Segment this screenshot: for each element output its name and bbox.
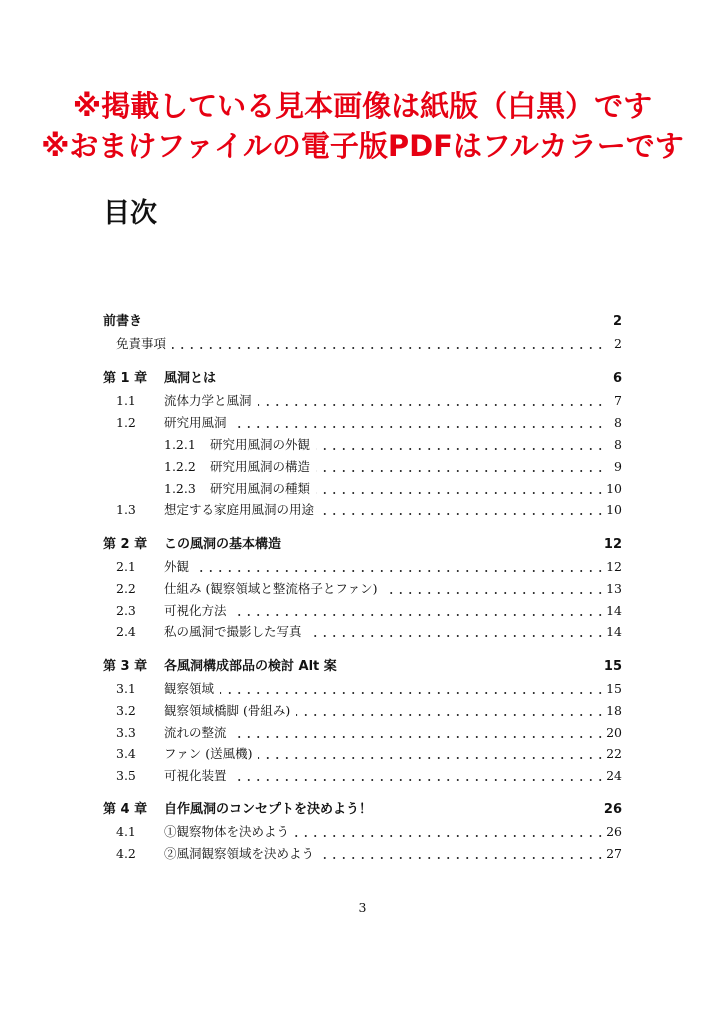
toc-entry-page: 10 — [606, 481, 622, 496]
toc-entry[interactable] — [0, 557, 725, 577]
sample-notice-line-2: ※おまけファイルの電子版PDFはフルカラーです — [41, 129, 684, 163]
toc-leader-dots — [296, 714, 605, 716]
toc-subentry[interactable] — [0, 435, 725, 455]
toc-entry-number: 1.1 — [116, 393, 136, 408]
toc-entry-number: 3.2 — [116, 703, 136, 718]
toc-entry-page: 14 — [606, 603, 622, 618]
toc-leader-dots — [220, 692, 605, 694]
toc-entry-title: 研究用風洞の構造 — [210, 459, 311, 474]
page-number: 3 — [358, 900, 367, 915]
toc-entry-page: 13 — [606, 581, 622, 596]
toc-entry-title: 可視化方法 — [164, 603, 227, 618]
toc-entry-number: 1.3 — [116, 502, 136, 517]
toc-entry-title: ①観察物体を決めよう — [164, 824, 290, 839]
toc-entry-page: 15 — [606, 681, 622, 696]
toc-entry-title: 流れの整流 — [164, 725, 227, 740]
toc-leader-dots — [383, 592, 605, 594]
toc-leader-dots — [258, 404, 605, 406]
toc-entry-number: 1.2.3 — [164, 481, 196, 496]
toc-entry-title: 仕組み (観察領域と整流格子とファン) — [164, 581, 378, 596]
toc-chapter-2[interactable] — [0, 535, 725, 555]
toc-entry-number: 1.2.2 — [164, 459, 196, 474]
toc-entry-title: 観察領域橋脚 (骨組み) — [164, 703, 291, 718]
toc-foreword-title: 前書き — [103, 314, 143, 329]
toc-leader-dots — [316, 448, 605, 450]
toc-chapter-page: 26 — [603, 802, 622, 817]
toc-entry-title: 外観 — [164, 559, 190, 574]
toc-entry[interactable] — [0, 601, 725, 621]
toc-entry-title: 私の風洞で撮影した写真 — [164, 624, 302, 639]
toc-entry-number: 1.2 — [116, 415, 136, 430]
toc-leader-dots — [195, 570, 605, 572]
toc-leader-dots — [258, 757, 605, 759]
toc-leader-dots — [316, 470, 605, 472]
toc-entry-number: 3.1 — [116, 681, 136, 696]
toc-chapter-label: 第 3 章 — [103, 659, 148, 674]
toc-entry-page: 10 — [606, 502, 622, 517]
toc-chapter-label: 第 1 章 — [103, 371, 148, 386]
toc-leader-dots — [172, 347, 605, 349]
toc-entry-page: 26 — [606, 824, 622, 839]
toc-entry[interactable] — [0, 413, 725, 433]
toc-entry[interactable] — [0, 334, 725, 354]
toc-entry-number: 4.1 — [116, 824, 136, 839]
toc-leader-dots — [320, 857, 605, 859]
toc-entry-page: 2 — [614, 336, 622, 351]
toc-entry-number: 3.3 — [116, 725, 136, 740]
toc-entry-number: 2.4 — [116, 624, 136, 639]
toc-entry-title: 研究用風洞 — [164, 415, 227, 430]
toc-foreword[interactable] — [0, 312, 725, 332]
toc-chapter-label: 第 2 章 — [103, 537, 148, 552]
toc-entry-title: ファン (送風機) — [164, 746, 253, 761]
toc-entry-title: 研究用風洞の種類 — [210, 481, 311, 496]
page-title: 目次 — [103, 198, 157, 229]
toc-entry-title: 可視化装置 — [164, 768, 227, 783]
toc-entry[interactable] — [0, 500, 725, 520]
toc-entry[interactable] — [0, 766, 725, 786]
toc-chapter-title: 自作風洞のコンセプトを決めよう！ — [164, 802, 373, 817]
toc-chapter-title: 各風洞構成部品の検討 Alt 案 — [164, 659, 337, 674]
toc-entry-page: 12 — [606, 559, 622, 574]
toc-foreword-page: 2 — [612, 314, 622, 329]
toc-chapter-page: 15 — [603, 659, 622, 674]
toc-leader-dots — [295, 835, 605, 837]
toc-chapter-title: 風洞とは — [164, 371, 217, 386]
toc-entry-page: 9 — [614, 459, 622, 474]
toc-leader-dots — [320, 513, 605, 515]
toc-entry[interactable] — [0, 701, 725, 721]
toc-entry-page: 22 — [606, 746, 622, 761]
toc-subentry[interactable] — [0, 457, 725, 477]
toc-chapter-page: 12 — [603, 537, 622, 552]
toc-entry[interactable] — [0, 622, 725, 642]
toc-entry-title: 観察領域 — [164, 681, 215, 696]
toc-entry-number: 2.2 — [116, 581, 136, 596]
toc-leader-dots — [233, 426, 605, 428]
toc-entry-page: 8 — [614, 415, 622, 430]
toc-entry-number: 2.3 — [116, 603, 136, 618]
toc-chapter-page: 6 — [612, 371, 622, 386]
toc-chapter-3[interactable] — [0, 657, 725, 677]
toc-chapter-1[interactable] — [0, 369, 725, 389]
toc-entry-page: 20 — [606, 725, 622, 740]
toc-entry[interactable] — [0, 723, 725, 743]
toc-leader-dots — [233, 779, 605, 781]
toc-leader-dots — [233, 614, 605, 616]
toc-entry-title: 想定する家庭用風洞の用途 — [164, 502, 315, 517]
toc-entry-number: 1.2.1 — [164, 437, 196, 452]
toc-subentry[interactable] — [0, 479, 725, 499]
toc-entry-page: 27 — [606, 846, 622, 861]
toc-entry-number: 3.4 — [116, 746, 136, 761]
toc-entry[interactable] — [0, 822, 725, 842]
toc-entry-page: 7 — [614, 393, 622, 408]
toc-entry[interactable] — [0, 579, 725, 599]
toc-leader-dots — [316, 492, 605, 494]
toc-entry-title: 免責事項 — [116, 336, 167, 351]
sample-notice-line-1: ※掲載している見本画像は紙版（白黒）です — [72, 89, 653, 123]
toc-entry-number: 2.1 — [116, 559, 136, 574]
toc-entry[interactable] — [0, 844, 725, 864]
toc-leader-dots — [233, 736, 605, 738]
toc-entry-page: 18 — [606, 703, 622, 718]
toc-entry[interactable] — [0, 744, 725, 764]
toc-leader-dots — [308, 635, 605, 637]
toc-entry[interactable] — [0, 679, 725, 699]
toc-entry-number: 3.5 — [116, 768, 136, 783]
toc-entry-page: 24 — [606, 768, 622, 783]
toc-entry-title: ②風洞観察領域を決めよう — [164, 846, 315, 861]
toc-chapter-4[interactable] — [0, 800, 725, 820]
toc-chapter-title: この風洞の基本構造 — [164, 537, 282, 552]
toc-entry-page: 8 — [614, 437, 622, 452]
toc-entry[interactable] — [0, 391, 725, 411]
toc-entry-number: 4.2 — [116, 846, 136, 861]
toc-chapter-label: 第 4 章 — [103, 802, 148, 817]
toc-entry-page: 14 — [606, 624, 622, 639]
toc-entry-title: 流体力学と風洞 — [164, 393, 252, 408]
toc-entry-title: 研究用風洞の外観 — [210, 437, 311, 452]
